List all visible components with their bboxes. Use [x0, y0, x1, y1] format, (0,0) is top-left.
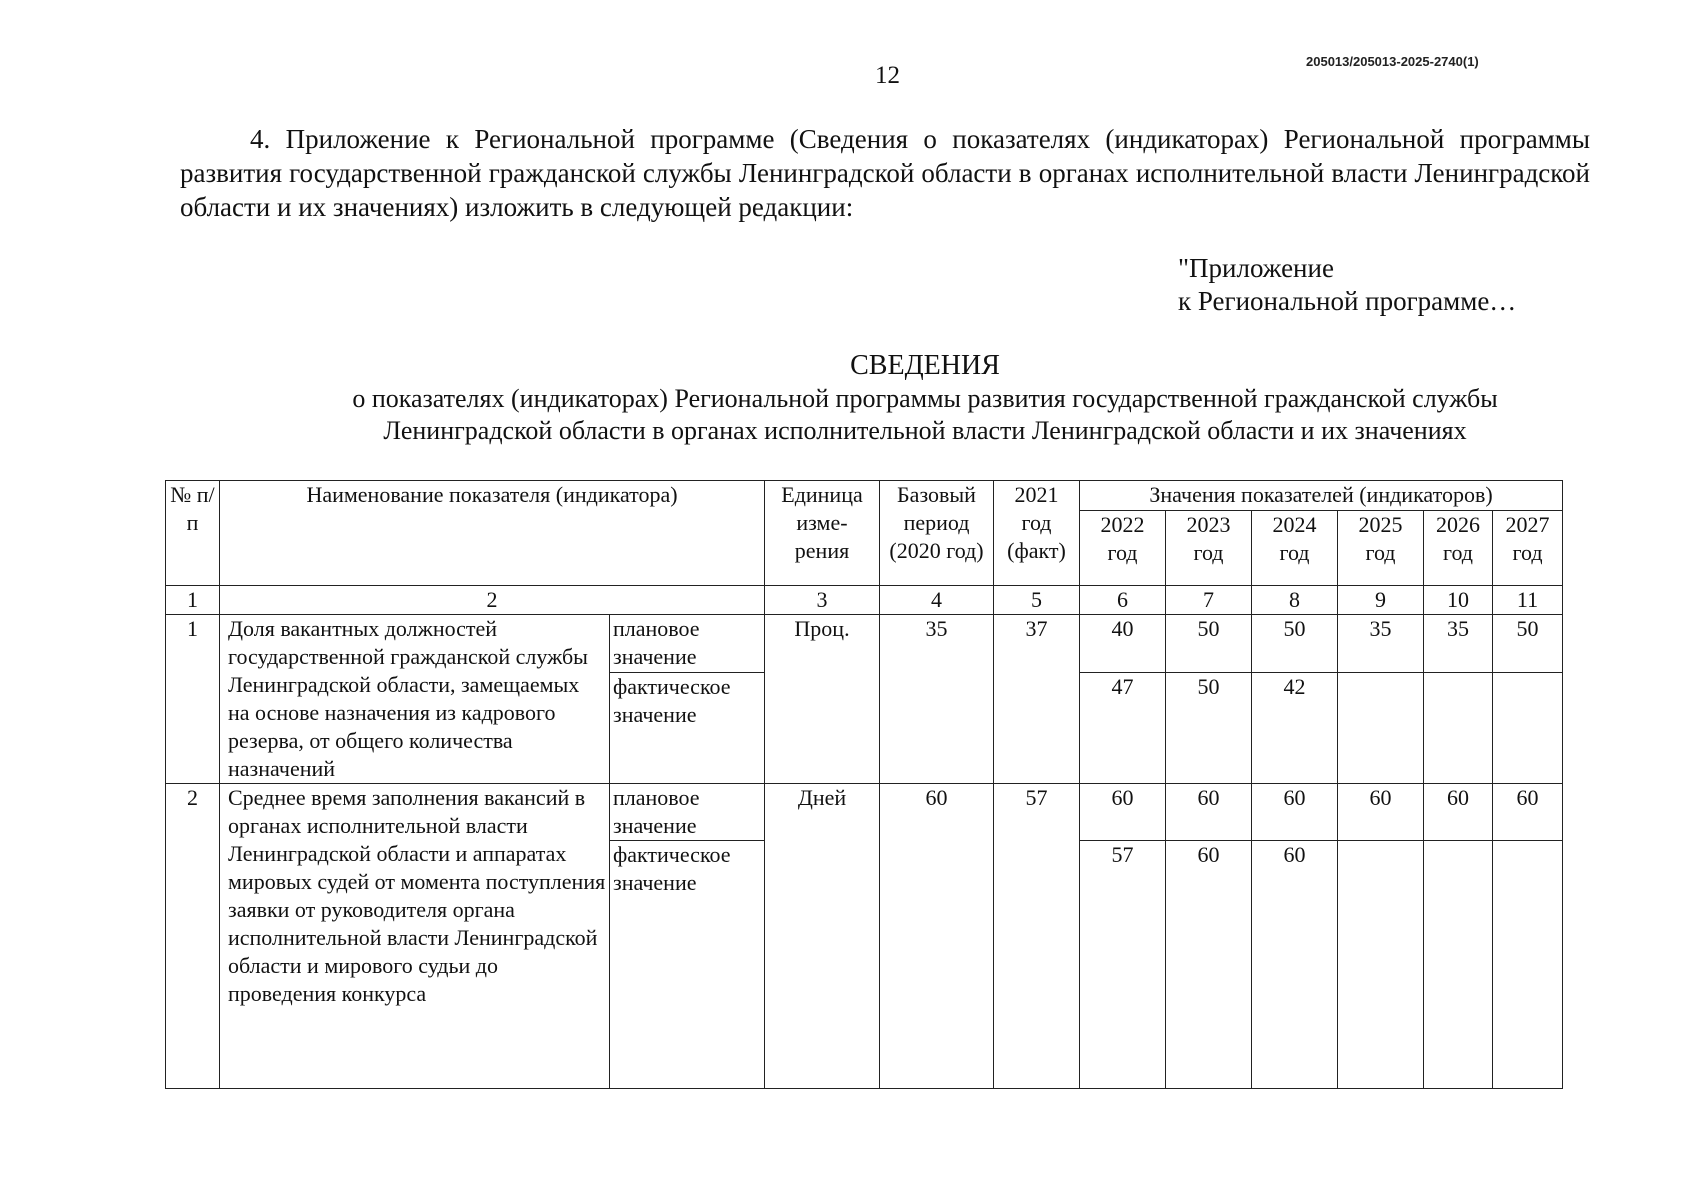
plan-value: 50 [1166, 615, 1252, 673]
fact-label: фактическое значение [610, 841, 765, 1089]
fact-value: 57 [1080, 841, 1166, 1089]
plan-value: 60 [1424, 784, 1493, 841]
plan-label: плановое значение [610, 615, 765, 673]
plan-value: 60 [1166, 784, 1252, 841]
indicator-name: Доля вакантных должностей государственной гражданской службы Ленинградской области, замещаемых на основе назначения из кадрового резерва, от общего количества назначений [220, 615, 610, 784]
header-year-2023: 2023 год [1166, 511, 1252, 586]
header-unit: Единица изме- рения [765, 481, 880, 586]
header-year-2025: 2025 год [1338, 511, 1424, 586]
intro-paragraph: 4. Приложение к Региональной программе (Сведения о показателях (индикаторах) Региональной программы развития государственной гражданской службы Ленинградской области в органах исполнительной власти Ленинградской области и их значениях) изложить в следующей редакции: [180, 124, 1590, 222]
column-number: 1 [166, 586, 220, 615]
column-number: 6 [1080, 586, 1166, 615]
document-code: 205013/205013-2025-2740(1) [1306, 54, 1479, 69]
plan-value: 35 [1338, 615, 1424, 673]
plan-label: плановое значение [610, 784, 765, 841]
fact-2021-value: 37 [994, 615, 1080, 784]
base-value: 60 [880, 784, 994, 1089]
column-number: 8 [1252, 586, 1338, 615]
fact-value [1424, 841, 1493, 1089]
fact-value [1338, 841, 1424, 1089]
base-value: 35 [880, 615, 994, 784]
fact-2021-value: 57 [994, 784, 1080, 1089]
plan-value: 50 [1493, 615, 1563, 673]
document-title: СВЕДЕНИЯ [850, 350, 1000, 381]
header-base-period: Базовый период (2020 год) [880, 481, 994, 586]
page-number: 12 [875, 62, 900, 89]
plan-value: 60 [1493, 784, 1563, 841]
header-values-group: Значения показателей (индикаторов) [1080, 481, 1563, 511]
fact-value: 60 [1252, 841, 1338, 1089]
indicators-table [165, 480, 1563, 1089]
row-num: 2 [166, 784, 220, 1089]
appendix-reference [1178, 252, 1516, 318]
column-number: 9 [1338, 586, 1424, 615]
appendix-line-2: к Региональной программе… [1178, 286, 1517, 316]
header-year-2022: 2022 год [1080, 511, 1166, 586]
unit-value: Дней [765, 784, 880, 1089]
table-row [166, 784, 1563, 841]
header-2021-fact: 2021 год (факт) [994, 481, 1080, 586]
plan-value: 60 [1080, 784, 1166, 841]
plan-value: 35 [1424, 615, 1493, 673]
column-number: 2 [220, 586, 765, 615]
row-num: 1 [166, 615, 220, 784]
column-number: 10 [1424, 586, 1493, 615]
fact-value [1493, 672, 1563, 783]
plan-value: 50 [1252, 615, 1338, 673]
plan-value: 60 [1252, 784, 1338, 841]
fact-value: 60 [1166, 841, 1252, 1089]
column-number: 5 [994, 586, 1080, 615]
header-num: № п/п [166, 481, 220, 586]
fact-value: 42 [1252, 672, 1338, 783]
column-number: 11 [1493, 586, 1563, 615]
table-row [166, 615, 1563, 673]
header-name: Наименование показателя (индикатора) [220, 481, 765, 586]
fact-value [1338, 672, 1424, 783]
fact-value: 50 [1166, 672, 1252, 783]
column-number: 3 [765, 586, 880, 615]
indicator-name: Среднее время заполнения вакансий в органах исполнительной власти Ленинградской области и аппаратах мировых судей от момента поступления заявки от руководителя органа исполнительной власти Ленинградской области и мирового судьи до проведения конкурса [220, 784, 610, 1089]
plan-value: 60 [1338, 784, 1424, 841]
column-number: 7 [1166, 586, 1252, 615]
column-number: 4 [880, 586, 994, 615]
unit-value: Проц. [765, 615, 880, 784]
fact-value: 47 [1080, 672, 1166, 783]
header-year-2024: 2024 год [1252, 511, 1338, 586]
fact-value [1424, 672, 1493, 783]
plan-value: 40 [1080, 615, 1166, 673]
column-numbers-row [166, 586, 1563, 615]
header-year-2027: 2027 год [1493, 511, 1563, 586]
fact-value [1493, 841, 1563, 1089]
fact-label: фактическое значение [610, 672, 765, 783]
header-year-2026: 2026 год [1424, 511, 1493, 586]
document-subtitle: о показателях (индикаторах) Региональной программы развития государственной гражданской службы Ленинградской области в органах исполнительной власти Ленинградской области и их значениях [352, 384, 1498, 445]
appendix-line-1: "Приложение [1178, 253, 1334, 283]
